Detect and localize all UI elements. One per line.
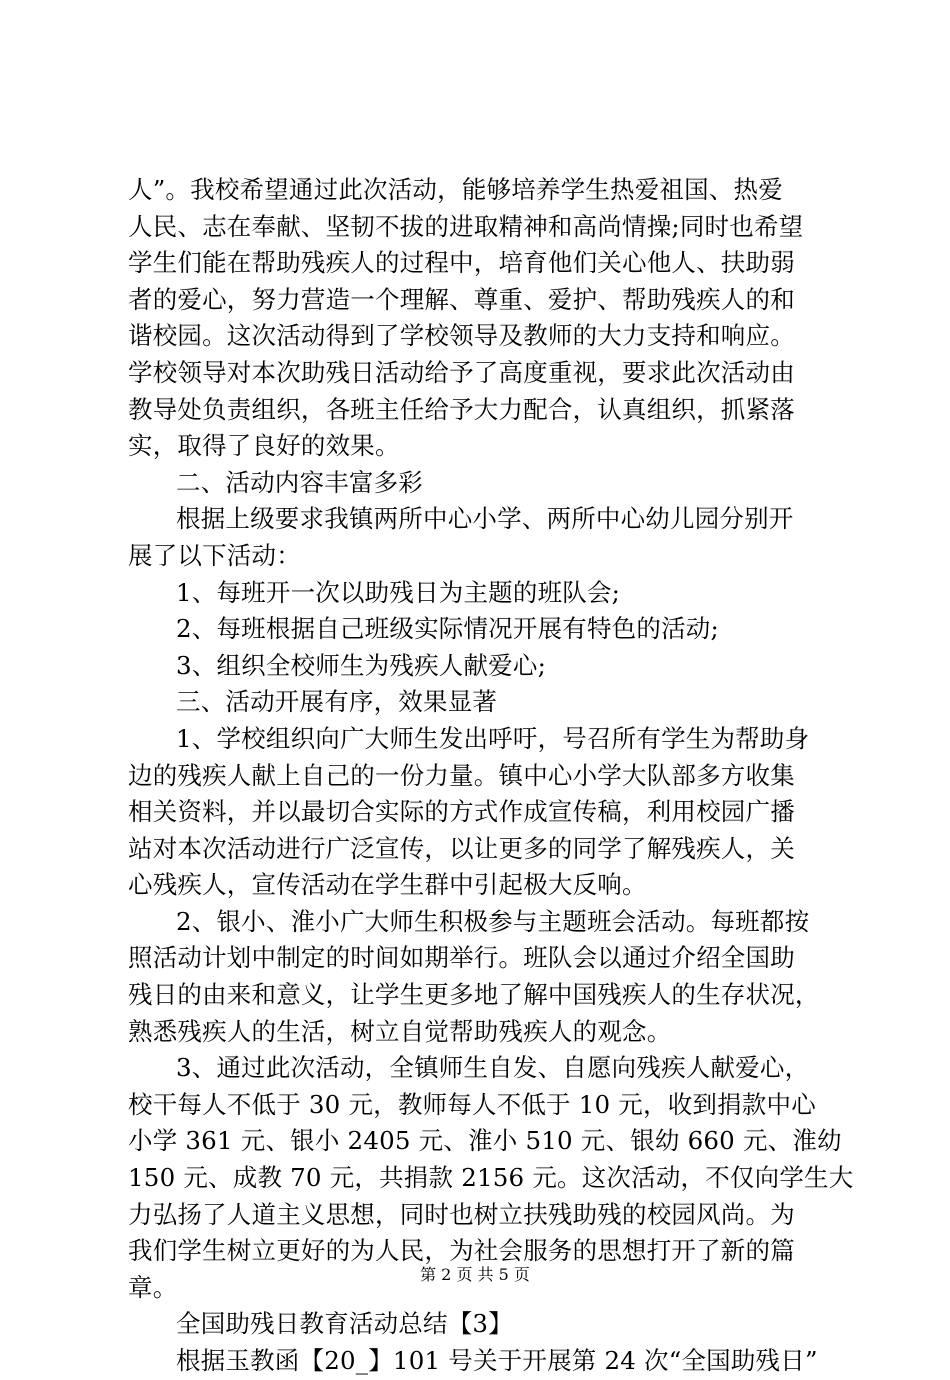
text-line: 1、学校组织向广大师生发出呼吁，号召所有学生为帮助身	[176, 723, 810, 753]
text-line: 根据玉教函【20_】101 号关于开展第 24 次“全国助残日”	[176, 1346, 818, 1375]
text-line: 者的爱心，努力营造一个理解、尊重、爱护、帮助残疾人的和	[128, 284, 795, 314]
text-line: 3、通过此次活动，全镇师生自发、自愿向残疾人献爱心，	[176, 1053, 810, 1083]
text-line: 教导处负责组织，各班主任给予大力配合，认真组织，抓紧落	[128, 394, 795, 424]
text-line: 残日的由来和意义，让学生更多地了解中国残疾人的生存状况，	[128, 980, 820, 1010]
text-line: 2、银小、淮小广大师生积极参与主题班会活动。每班都按	[176, 906, 810, 936]
text-line: 相关资料，并以最切合实际的方式作成宣传稿，利用校园广播	[128, 797, 795, 827]
text-line: 照活动计划中制定的时间如期举行。班队会以通过介绍全国助	[128, 943, 795, 973]
text-line: 展了以下活动：	[128, 540, 301, 570]
text-line: 我们学生树立更好的为人民，为社会服务的思想打开了新的篇	[128, 1236, 795, 1266]
text-line: 人民、志在奉献、坚韧不拔的进取精神和高尚情操;同时也希望	[128, 211, 804, 241]
text-line: 校干每人不低于 30 元，教师每人不低于 10 元，收到捐款中心	[128, 1089, 816, 1119]
text-line: 根据上级要求我镇两所中心小学、两所中心幼儿园分别开	[176, 504, 794, 534]
document-body	[128, 172, 854, 1380]
text-line: 学生们能在帮助残疾人的过程中，培育他们关心他人、扶助弱	[128, 248, 795, 278]
text-line: 2、每班根据自己班级实际情况开展有特色的活动;	[176, 614, 719, 644]
text-line: 全国助残日教育活动总结【3】	[176, 1309, 513, 1339]
text-line: 学校领导对本次助残日活动给予了高度重视，要求此次活动由	[128, 357, 795, 387]
text-line: 谐校园。这次活动得到了学校领导及教师的大力支持和响应。	[128, 321, 795, 351]
text-line: 人”。我校希望通过此次活动，能够培养学生热爱祖国、热爱	[128, 175, 783, 204]
text-line: 站对本次活动进行广泛宣传，以让更多的同学了解残疾人，关	[128, 833, 795, 863]
text-line: 小学 361 元、银小 2405 元、淮小 510 元、银幼 660 元、淮幼	[128, 1126, 842, 1156]
text-line: 边的残疾人献上自己的一份力量。镇中心小学大队部多方收集	[128, 760, 795, 790]
text-line: 二、活动内容丰富多彩	[176, 467, 423, 497]
text-line: 实，取得了良好的效果。	[128, 431, 400, 461]
text-line: 1、每班开一次以助残日为主题的班队会;	[176, 577, 621, 607]
text-line: 三、活动开展有序，效果显著	[176, 687, 498, 717]
text-line: 心残疾人，宣传活动在学生群中引起极大反响。	[128, 870, 647, 900]
text-line: 章。	[128, 1272, 178, 1302]
text-line: 熟悉残疾人的生活，树立自觉帮助残疾人的观念。	[128, 1016, 672, 1046]
text-line: 3、组织全校师生为残疾人献爱心;	[176, 650, 547, 680]
text-line: 力弘扬了人道主义思想，同时也树立扶残助残的校园风尚。为	[128, 1199, 795, 1229]
page-footer: 第 2 页 共 5 页	[420, 1265, 530, 1284]
text-line: 150 元、成教 70 元，共捐款 2156 元。这次活动，不仅向学生大	[128, 1163, 854, 1193]
